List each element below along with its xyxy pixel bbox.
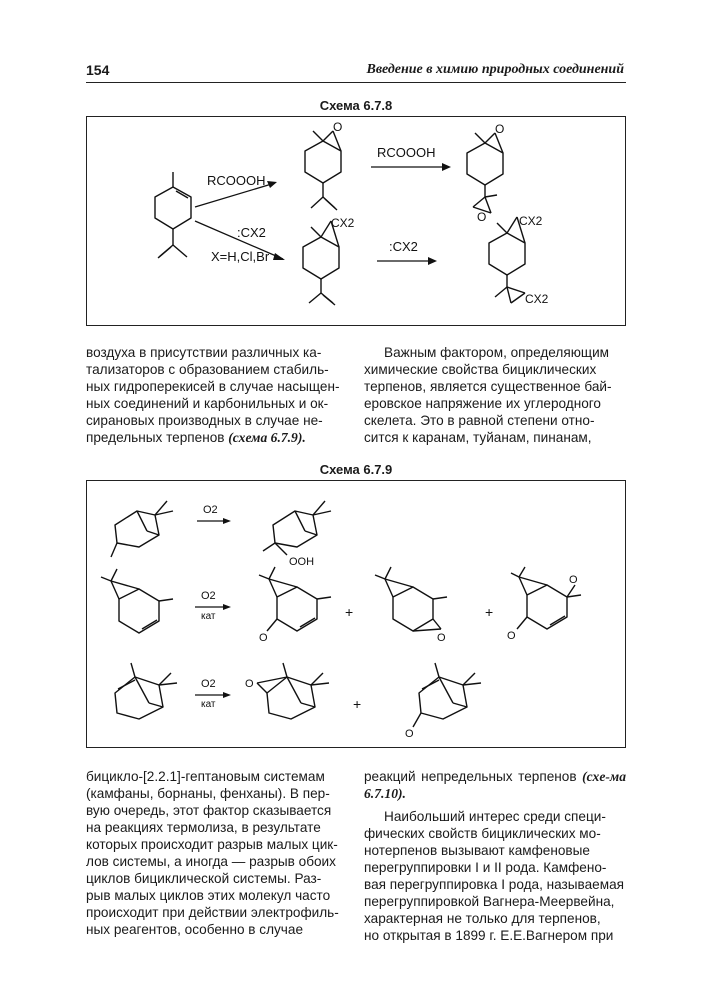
arrow-head [223,604,231,610]
oxygen-label: O [569,574,578,586]
text-line: перегруппировкой Вагнера-Меервейна, [364,894,615,909]
scheme-678-drawing [87,117,627,327]
pinene-oxide-molecule [257,663,329,719]
arrow-head [428,257,437,265]
text-line: фических свойств бициклических мо- [364,826,601,841]
text-line: ных гидроперекисей в случае насыщен- [86,379,340,394]
scheme-reference: (схе-ма 6.7.10). [364,769,627,801]
text-column-left-1 [86,344,340,446]
plus-sign-2: + [485,604,494,620]
carene-molecule [101,569,173,633]
text-line: происходит при действии электрофиль- [86,905,339,920]
arrow-head [223,692,231,698]
limonene-molecule [155,172,191,258]
carenone-molecule [259,567,331,631]
reagent-o2-1: O2 [203,504,218,516]
oxygen-label: O [245,678,254,690]
ooh-label: OOH [289,556,315,568]
text-column-right-1 [364,344,626,446]
text-column-right-2 [364,768,626,944]
limonene-oxide-molecule [305,131,341,210]
halogen-legend: X=H,Cl,Br [211,249,270,264]
reagent-rcoooh-1: RCOOOH [207,173,266,188]
scheme-679-figure [86,480,626,748]
arrow-head [273,253,285,260]
limonene-diepoxide-molecule [467,133,503,213]
oxygen-label: O [477,210,487,224]
scheme-679-caption: Схема 6.7.9 [319,462,393,477]
text-span: предельных терпенов [86,430,225,445]
text-line: Наибольший интерес среди специ- [384,809,606,824]
text-line: ных соединений и карбонильных и ок- [86,396,329,411]
label-cx2-c: CX2 [525,292,549,306]
text-line: воздуха в присутствии различных ка- [86,345,322,360]
scheme-678-figure [86,116,626,326]
text-line: перегруппировки I и II рода. Камфено- [364,860,607,875]
arrow-head [442,163,451,171]
text-line: скелета. Это в равной степени отно- [364,413,595,428]
plus-sign-1: + [345,604,354,620]
text-line: химические свойства бициклических [364,362,597,377]
text-line [86,429,340,446]
reagent-o2-2: O2 [201,590,216,602]
text-line: но открытая в 1899 г. Е.Е.Вагнером при [364,928,614,943]
text-line: Важным фактором, определяющим [384,345,610,360]
text-line: нотерпенов вызывают камфеновые [364,843,590,858]
text-span: реакций непредельных терпенов [364,769,577,784]
dihalocarane-molecule [303,221,339,305]
text-line [364,768,626,802]
text-line: которых происходит разрыв малых цик- [86,837,338,852]
text-line: на реакциях термолиза, в результате [86,820,321,835]
text-line: еровское напряжение их углеродного [364,396,601,411]
running-title: Введение в химию природных соединений [366,62,624,77]
text-column-left-2 [86,768,340,938]
reagent-cx2-2: :CX2 [389,239,418,254]
plus-sign-3: + [353,696,362,712]
label-cx2-b: CX2 [519,214,543,228]
pinane-molecule [111,501,173,557]
carene-oxide-molecule [375,567,447,631]
text-line: тализаторов с образованием стабиль- [86,362,329,377]
bis-dihalocarane-molecule [489,217,525,303]
oxygen-label: O [405,728,414,740]
reagent-rcoooh-2: RCOOOH [377,145,436,160]
oxygen-label: O [333,120,343,134]
text-line: вая перегруппировка I рода, называемая [364,877,625,892]
text-line: терпенов, является существенное бай- [364,379,612,394]
text-line: бицикло-[2.2.1]-гептановым системам [86,769,325,784]
verbenone-molecule [413,663,481,727]
header-rule [86,82,626,83]
reagent-cx2-1: :CX2 [237,225,266,240]
scheme-679-drawing [87,481,627,749]
arrow-head [223,518,231,524]
text-line: сирановых производных в случае не- [86,413,323,428]
arrow-head [267,181,277,188]
text-line: вую очередь, этот фактор сказывается [86,803,332,818]
label-cx2-a: CX2 [331,216,355,230]
reagent-o2-3: O2 [201,678,216,690]
text-line: рыв малых циклов этих молекул часто [86,888,331,903]
oxygen-label: O [507,630,516,642]
pinene-molecule [115,663,177,719]
oxygen-label: O [437,632,446,644]
text-line: ных реагентов, особенно в случае [86,922,304,937]
text-line: циклов бициклической системы. Раз- [86,871,322,886]
text-line: лов системы, а иногда — разрыв обоих [86,854,336,869]
scheme-reference: (схема 6.7.9). [228,430,306,445]
text-line: характерная не только для терпенов, [364,911,601,926]
page-number: 154 [86,62,110,78]
oxygen-label: O [495,122,505,136]
scheme-678-caption: Схема 6.7.8 [319,98,393,113]
oxygen-label: O [259,632,268,644]
text-line: (камфаны, борнаны, фенханы). В пер- [86,786,330,801]
text-line: сится к каранам, туйанам, пинанам, [364,430,592,445]
catalyst-label-1: кат [201,611,216,622]
pinane-hydroperoxide-molecule [263,501,331,555]
catalyst-label-2: кат [201,699,216,710]
